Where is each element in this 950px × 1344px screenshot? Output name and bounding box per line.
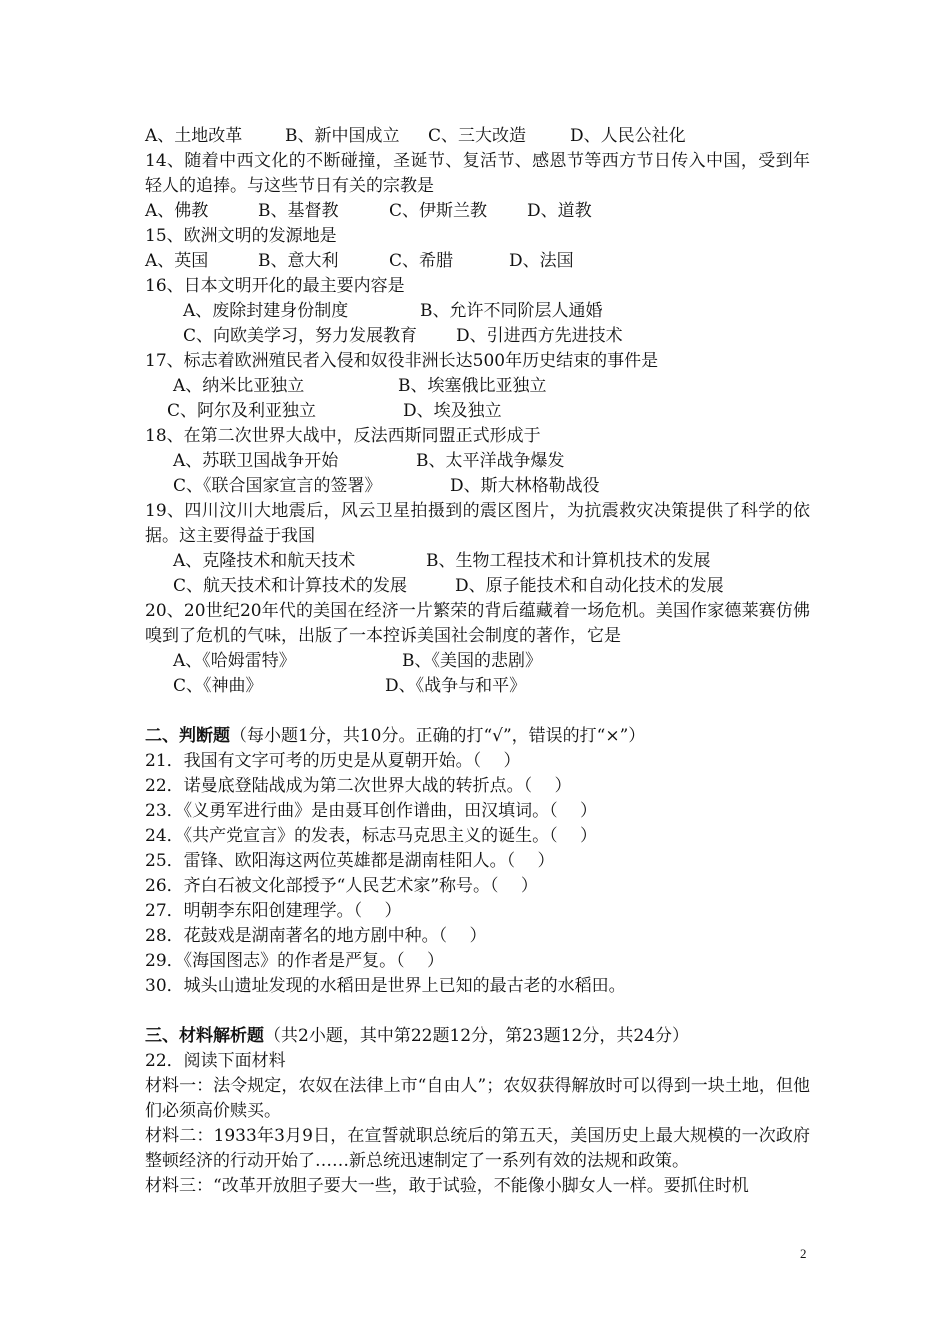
q18-stem: 18、在第二次世界大战中，反法西斯同盟正式形成于 bbox=[145, 426, 541, 446]
page-number: 2 bbox=[800, 1246, 807, 1261]
section2-title: 二、判断题 bbox=[145, 726, 230, 746]
q13-option-c: C、三大改造 bbox=[428, 126, 527, 146]
section-gap bbox=[145, 999, 810, 1024]
q19-options-row2 bbox=[145, 574, 810, 599]
q18-options-row1 bbox=[145, 449, 810, 474]
q14-option-d: D、道教 bbox=[527, 201, 592, 221]
q22-intro: 22．阅读下面材料 bbox=[145, 1051, 286, 1071]
q19-option-d: D、原子能技术和自动化技术的发展 bbox=[455, 576, 724, 596]
q18-option-c: C、《联合国家宣言的签署》 bbox=[173, 476, 382, 496]
q14-option-b: B、基督教 bbox=[258, 201, 339, 221]
section2-heading bbox=[145, 724, 810, 749]
q14-option-a: A、佛教 bbox=[145, 201, 209, 221]
judgement-item-21: 21．我国有文字可考的历史是从夏朝开始。（ ） bbox=[145, 751, 521, 771]
q16-options-row2 bbox=[145, 324, 810, 349]
q13-options bbox=[145, 124, 810, 149]
judgement-item-24: 24．《共产党宣言》的发表，标志马克思主义的诞生。（ ） bbox=[145, 826, 598, 846]
q14-options bbox=[145, 199, 810, 224]
q19-stem: 19、四川汶川大地震后，风云卫星拍摄到的震区图片，为抗震救灾决策提供了科学的依据。这主要得益于我国 bbox=[145, 501, 810, 546]
q16-options-row1 bbox=[145, 299, 810, 324]
q17-stem: 17、标志着欧洲殖民者入侵和奴役非洲长达500年历史结束的事件是 bbox=[145, 351, 659, 371]
q16-option-c: C、向欧美学习，努力发展教育 bbox=[183, 326, 418, 346]
judgement-item-22: 22．诺曼底登陆战成为第二次世界大战的转折点。（ ） bbox=[145, 776, 572, 796]
q16-stem: 16、日本文明开化的最主要内容是 bbox=[145, 276, 405, 296]
material-1: 材料一：法令规定，农奴在法律上市“自由人”；农奴获得解放时可以得到一块土地，但他们必须高价赎买。 bbox=[145, 1076, 810, 1121]
judgement-item-23: 23．《义勇军进行曲》是由聂耳创作谱曲，田汉填词。（ ） bbox=[145, 801, 598, 821]
q15-option-a: A、英国 bbox=[145, 251, 209, 271]
q15-option-d: D、法国 bbox=[509, 251, 574, 271]
q20-options-row2 bbox=[145, 674, 810, 699]
q19-option-b: B、生物工程技术和计算机技术的发展 bbox=[426, 551, 711, 571]
q19-option-c: C、航天技术和计算技术的发展 bbox=[173, 576, 408, 596]
section-gap bbox=[145, 699, 810, 724]
q20-options-row1 bbox=[145, 649, 810, 674]
q17-option-c: C、阿尔及利亚独立 bbox=[167, 401, 317, 421]
q13-option-b: B、新中国成立 bbox=[285, 126, 400, 146]
q17-options-row1 bbox=[145, 374, 810, 399]
material-3: 材料三：“改革开放胆子要大一些，敢于试验，不能像小脚女人一样。要抓住时机 bbox=[145, 1176, 749, 1196]
q20-stem: 20、20世纪20年代的美国在经济一片繁荣的背后蕴藏着一场危机。美国作家德莱赛仿佛嗅到了危机的气味，出版了一本控诉美国社会制度的著作，它是 bbox=[145, 601, 810, 646]
q17-option-d: D、埃及独立 bbox=[403, 401, 502, 421]
q18-option-d: D、斯大林格勒战役 bbox=[450, 476, 600, 496]
q20-option-b: B、《美国的悲剧》 bbox=[402, 651, 542, 671]
q18-option-a: A、苏联卫国战争开始 bbox=[173, 451, 339, 471]
judgement-item-27: 27．明朝李东阳创建理学。（ ） bbox=[145, 901, 402, 921]
q15-option-b: B、意大利 bbox=[258, 251, 339, 271]
q13-option-a: A、土地改革 bbox=[145, 126, 243, 146]
judgement-item-29: 29．《海国图志》的作者是严复。（ ） bbox=[145, 951, 445, 971]
material-2: 材料二：1933年3月9日，在宣誓就职总统后的第五天，美国历史上最大规模的一次政府整顿经济的行动开始了……新总统迅速制定了一系列有效的法规和政策。 bbox=[145, 1126, 810, 1171]
q20-option-a: A、《哈姆雷特》 bbox=[173, 651, 296, 671]
q13-option-d: D、人民公社化 bbox=[570, 126, 686, 146]
q15-option-c: C、希腊 bbox=[389, 251, 454, 271]
q15-options bbox=[145, 249, 810, 274]
q16-option-b: B、允许不同阶层人通婚 bbox=[420, 301, 603, 321]
q17-option-a: A、纳米比亚独立 bbox=[173, 376, 305, 396]
q19-option-a: A、克隆技术和航天技术 bbox=[173, 551, 356, 571]
q18-option-b: B、太平洋战争爆发 bbox=[416, 451, 565, 471]
q16-option-a: A、废除封建身份制度 bbox=[183, 301, 349, 321]
judgement-item-28: 28．花鼓戏是湖南著名的地方剧中种。（ ） bbox=[145, 926, 487, 946]
section3-note: （共2小题，其中第22题12分，第23题12分，共24分） bbox=[264, 1026, 689, 1046]
exam-page bbox=[145, 124, 810, 1199]
q19-options-row1 bbox=[145, 549, 810, 574]
judgement-item-30: 30．城头山遗址发现的水稻田是世界上已知的最古老的水稻田。 bbox=[145, 976, 626, 996]
section2-note: （每小题1分，共10分。正确的打“√”，错误的打“×”） bbox=[230, 726, 646, 746]
q17-options-row2 bbox=[145, 399, 810, 424]
q15-stem: 15、欧洲文明的发源地是 bbox=[145, 226, 337, 246]
q20-option-c: C、《神曲》 bbox=[173, 676, 263, 696]
q18-options-row2 bbox=[145, 474, 810, 499]
section3-heading bbox=[145, 1024, 810, 1049]
q20-option-d: D、《战争与和平》 bbox=[385, 676, 527, 696]
section3-title: 三、材料解析题 bbox=[145, 1026, 264, 1046]
judgement-item-25: 25．雷锋、欧阳海这两位英雄都是湖南桂阳人。（ ） bbox=[145, 851, 555, 871]
judgement-item-26: 26．齐白石被文化部授予“人民艺术家”称号。（ ） bbox=[145, 876, 538, 896]
q14-stem: 14、随着中西文化的不断碰撞，圣诞节、复活节、感恩节等西方节日传入中国，受到年轻人的追捧。与这些节日有关的宗教是 bbox=[145, 151, 810, 196]
q17-option-b: B、埃塞俄比亚独立 bbox=[398, 376, 547, 396]
q16-option-d: D、引进西方先进技术 bbox=[456, 326, 623, 346]
q14-option-c: C、伊斯兰教 bbox=[389, 201, 488, 221]
